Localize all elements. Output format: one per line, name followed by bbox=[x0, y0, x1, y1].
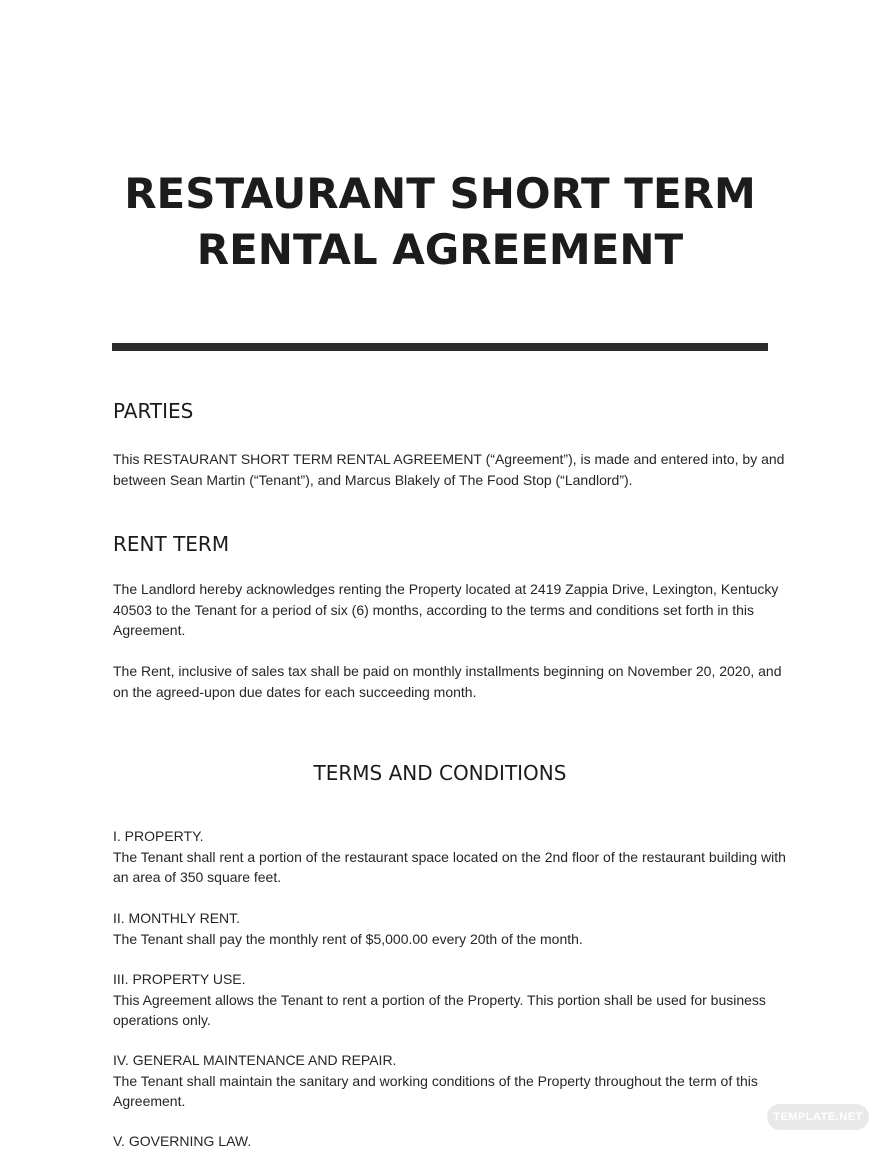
document-title bbox=[60, 166, 820, 278]
rent-term-p1-line-3: Agreement. bbox=[113, 622, 186, 638]
terms-heading: TERMS AND CONDITIONS bbox=[313, 761, 567, 785]
rent-term-p2-line-1: The Rent, inclusive of sales tax shall be paid on monthly installments beginning on November 20, 2020, and bbox=[113, 663, 782, 679]
parties-line-1: This RESTAURANT SHORT TERM RENTAL AGREEMENT (“Agreement”), is made and entered into, by and bbox=[113, 451, 785, 467]
template-watermark-badge: TEMPLATE.NET bbox=[767, 1104, 869, 1130]
rent-term-p2-line-2: on the agreed-upon due dates for each succeeding month. bbox=[113, 683, 477, 700]
rent-term-paragraph-2 bbox=[113, 661, 793, 702]
clause-title: II. MONTHLY RENT. bbox=[113, 910, 241, 926]
parties-paragraph bbox=[113, 449, 793, 490]
clause-line: Agreement. bbox=[113, 1093, 186, 1109]
rent-term-heading: RENT TERM bbox=[113, 532, 230, 556]
clause-line: operations only. bbox=[113, 1012, 211, 1028]
clause-title: V. GOVERNING LAW. bbox=[113, 1133, 252, 1149]
clause-title: IV. GENERAL MAINTENANCE AND REPAIR. bbox=[113, 1052, 397, 1068]
clause-line: an area of 350 square feet. bbox=[113, 869, 282, 885]
clause-maintenance bbox=[113, 1050, 803, 1112]
clause-line: The Tenant shall rent a portion of the restaurant space located on the 2nd floor of the restaurant building with bbox=[113, 848, 786, 865]
clause-title: III. PROPERTY USE. bbox=[113, 971, 246, 987]
clause-property-use bbox=[113, 969, 803, 1031]
clause-governing-law bbox=[113, 1131, 803, 1152]
rent-term-p1-line-2: 40503 to the Tenant for a period of six (6) months, according to the terms and conditions set forth in this bbox=[113, 601, 754, 618]
title-line-2: RENTAL AGREEMENT bbox=[196, 225, 684, 274]
rent-term-p1-line-1: The Landlord hereby acknowledges renting the Property located at 2419 Zappia Drive, Lexington, Kentucky bbox=[113, 581, 779, 597]
title-divider bbox=[112, 343, 768, 351]
clause-title: I. PROPERTY. bbox=[113, 828, 204, 844]
clause-line: This Agreement allows the Tenant to rent a portion of the Property. This portion shall be used for business bbox=[113, 991, 766, 1008]
parties-line-2: between Sean Martin (“Tenant”), and Marcus Blakely of The Food Stop (“Landlord”). bbox=[113, 471, 633, 488]
clause-line: The Tenant shall pay the monthly rent of $5,000.00 every 20th of the month. bbox=[113, 930, 583, 947]
clause-line: The Tenant shall maintain the sanitary and working conditions of the Property throughout the term of this bbox=[113, 1072, 758, 1089]
rent-term-paragraph-1 bbox=[113, 579, 793, 641]
title-line-1: RESTAURANT SHORT TERM bbox=[124, 169, 756, 218]
parties-heading: PARTIES bbox=[113, 399, 194, 423]
clause-monthly-rent bbox=[113, 908, 803, 949]
clause-property bbox=[113, 826, 803, 888]
